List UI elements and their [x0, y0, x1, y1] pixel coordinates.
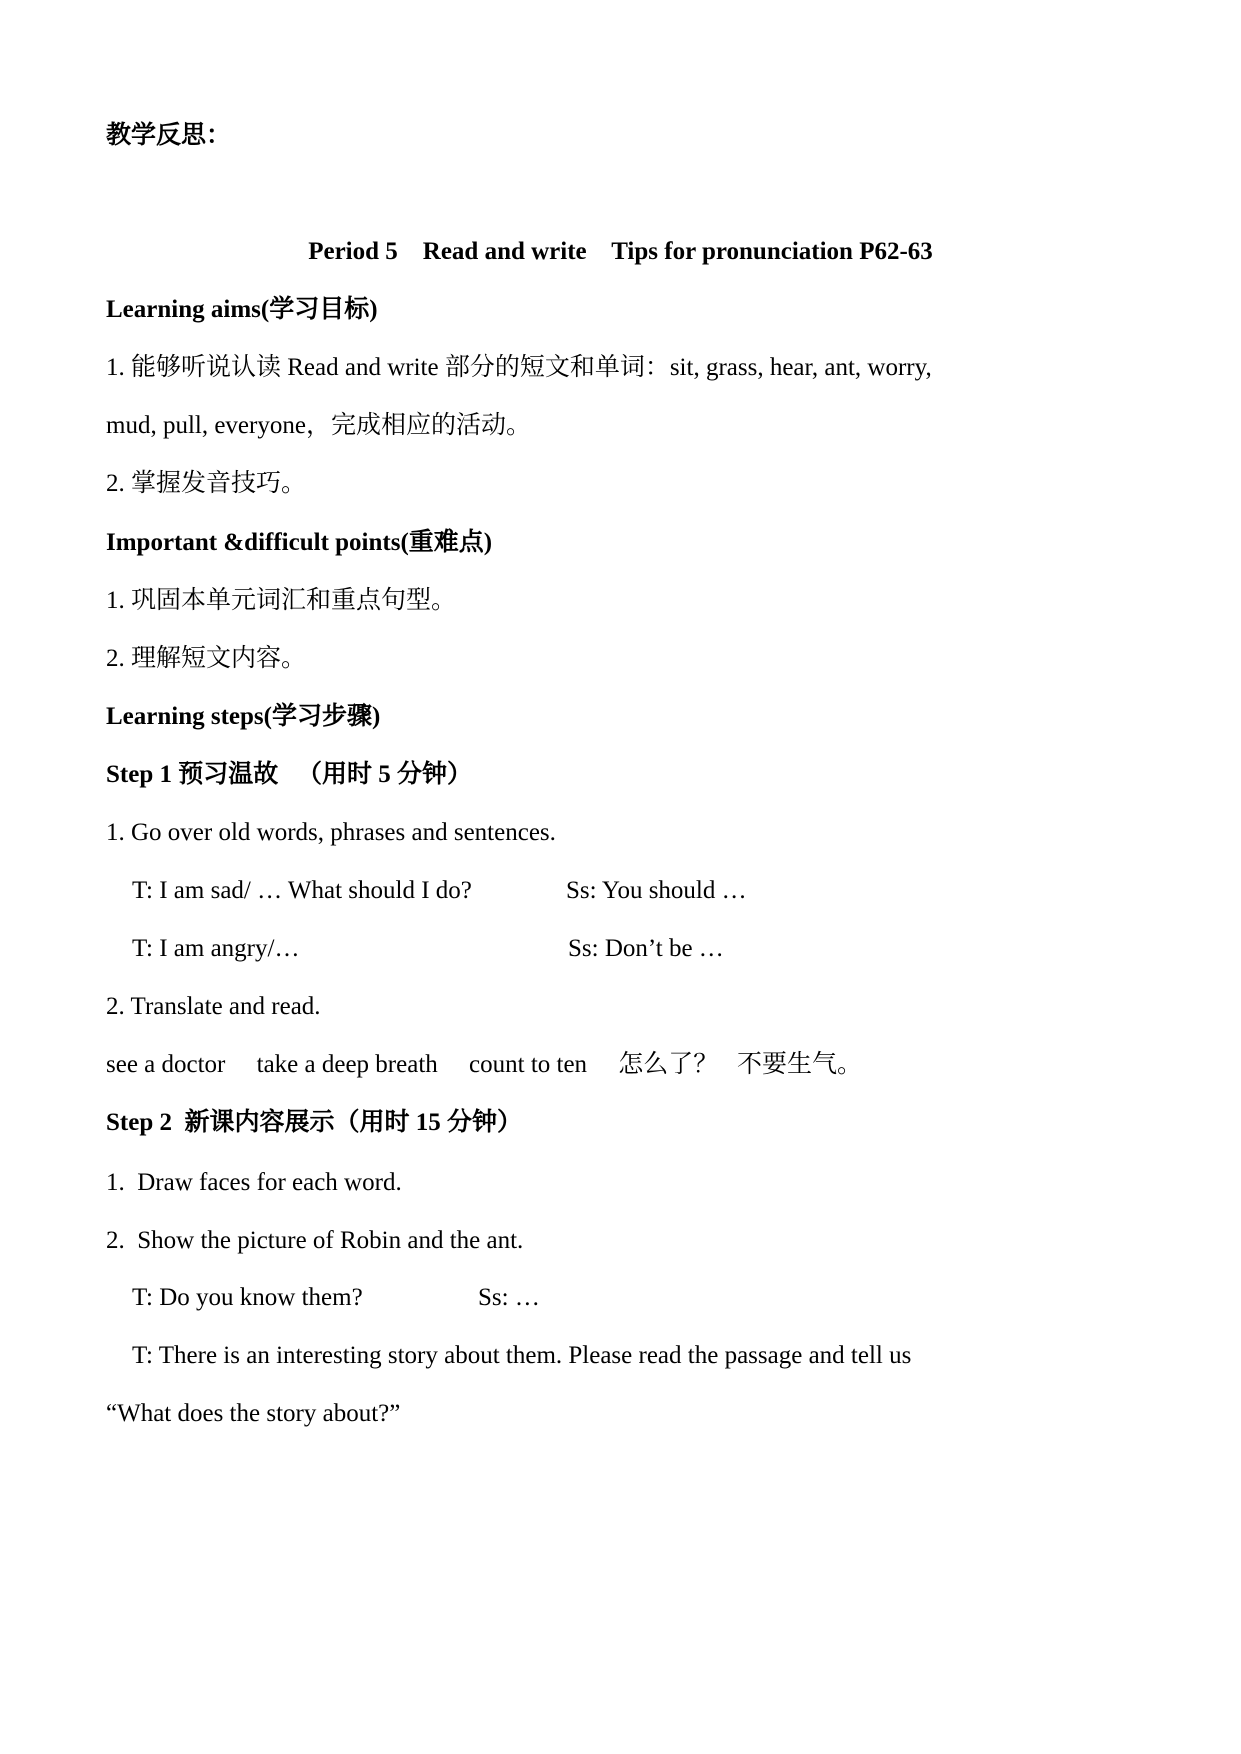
period-title-text: Period 5 Read and write Tips for pronunciation P62-63 [308, 238, 933, 265]
step-1-phrases: see a doctor take a deep breath count to ten 怎么了？ 不要生气。 [106, 1051, 863, 1078]
aims-heading: Learning aims(学习目标) [106, 296, 378, 323]
step-2-heading: Step 2 新课内容展示（用时 15 分钟） [106, 1109, 522, 1136]
points-heading: Important &difficult points(重难点) [106, 529, 493, 556]
step-2-dialog-2-line-2: “What does the story about?” [106, 1400, 401, 1427]
aims-item-2: 2. 掌握发音技巧。 [106, 470, 307, 497]
points-item-2: 2. 理解短文内容。 [106, 645, 307, 672]
reflection-heading: 教学反思： [106, 122, 232, 149]
step-1-item-1: 1. Go over old words, phrases and sentences. [106, 819, 556, 846]
step-2-item-2: 2. Show the picture of Robin and the ant. [106, 1227, 524, 1254]
period-title [0, 236, 1241, 268]
step-1-item-2: 2. Translate and read. [106, 993, 321, 1020]
step-1-dialog-1-teacher: T: I am sad/ … What should I do? [132, 877, 472, 904]
step-1-heading: Step 1 预习温故 （用时 5 分钟） [106, 761, 472, 788]
step-1-dialog-2-teacher: T: I am angry/… [132, 935, 300, 962]
aims-item-1-line-2: mud, pull, everyone，完成相应的活动。 [106, 412, 531, 439]
step-2-item-1: 1. Draw faces for each word. [106, 1169, 402, 1196]
step-2-dialog-1-students: Ss: … [478, 1284, 540, 1311]
step-2-dialog-1-teacher: T: Do you know them? [132, 1284, 363, 1311]
step-2-dialog-2-line-1: T: There is an interesting story about them. Please read the passage and tell us [132, 1342, 912, 1369]
aims-item-1-line-1: 1. 能够听说认读 Read and write 部分的短文和单词：sit, grass, hear, ant, worry, [106, 354, 932, 381]
points-item-1: 1. 巩固本单元词汇和重点句型。 [106, 587, 457, 614]
steps-heading: Learning steps(学习步骤) [106, 703, 381, 730]
step-1-dialog-2-students: Ss: Don’t be … [568, 935, 724, 962]
step-1-dialog-1-students: Ss: You should … [566, 877, 747, 904]
